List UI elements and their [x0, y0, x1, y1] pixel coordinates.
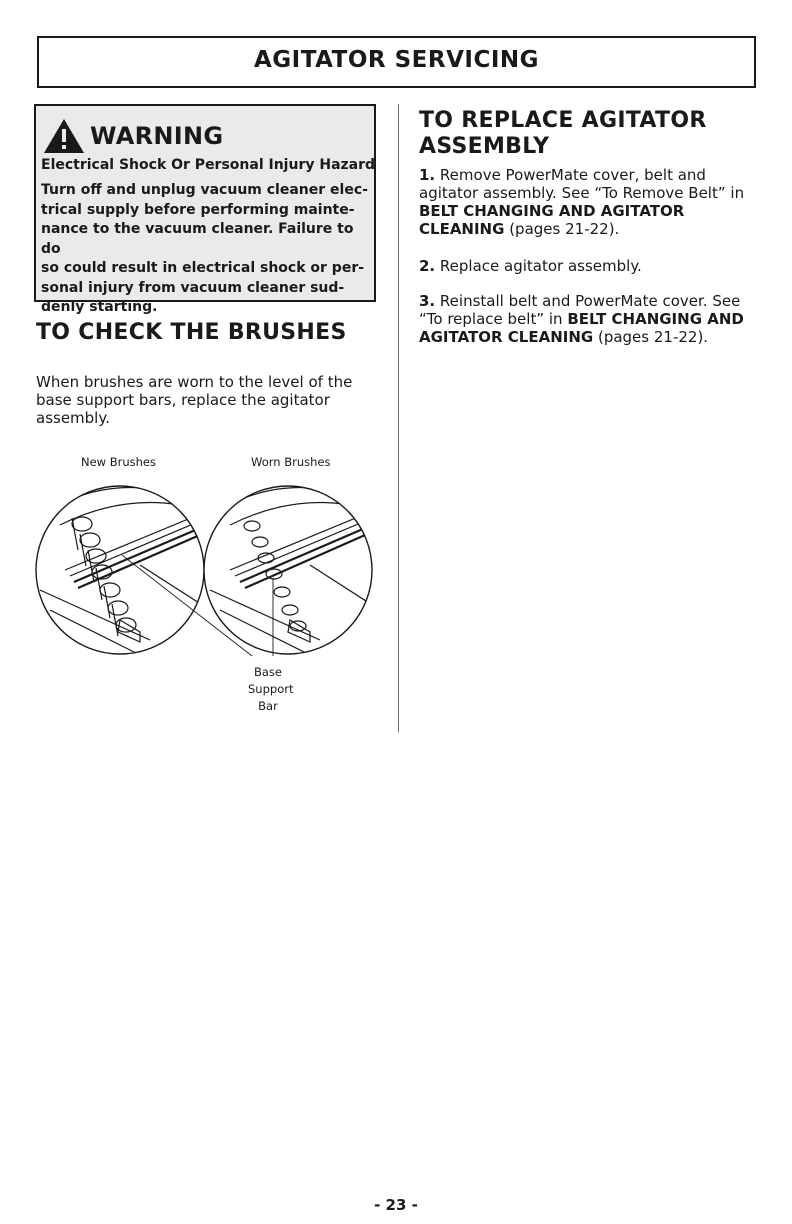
page-number: - 23 - [374, 1196, 418, 1214]
step-3-line1: Reinstall belt and PowerMate cover. See [439, 292, 741, 310]
warning-body [41, 181, 371, 318]
label-worn-brushes: Worn Brushes [251, 455, 331, 469]
replace-heading-line: ASSEMBLY [419, 134, 550, 159]
column-divider [398, 104, 399, 732]
base-label-line: Support [248, 682, 294, 696]
step-3-line2-bold: BELT CHANGING AND [567, 310, 744, 328]
step-1-bold: BELT CHANGING AND AGITATOR [419, 202, 685, 220]
check-brushes-heading: TO CHECK THE BRUSHES [36, 320, 347, 345]
page-title: AGITATOR SERVICING [253, 47, 540, 73]
new-brushes-drawing [36, 486, 216, 655]
check-brushes-text [36, 373, 352, 427]
warning-triangle-icon [42, 117, 86, 155]
step-1 [419, 166, 744, 238]
label-new-brushes: New Brushes [81, 455, 156, 469]
step-1-line2: agitator assembly. See “To Remove Belt” in [419, 184, 745, 202]
check-line: base support bars, replace the agitator [36, 391, 330, 409]
brush-comparison-illustration [30, 470, 390, 670]
warning-box [34, 104, 376, 315]
base-label-line: Base [253, 665, 282, 679]
step-1-bold2: CLEANING [419, 220, 505, 238]
step-3-bold2: AGITATOR CLEANING [419, 328, 594, 346]
base-label-line: Bar [258, 699, 278, 713]
label-base-support-bar [248, 664, 294, 715]
warning-title: WARNING [90, 122, 224, 150]
warning-line: Turn off and unplug vacuum cleaner elec- [41, 182, 368, 198]
warning-line: trical supply before performing mainte- [41, 201, 355, 218]
warning-line: so could result in electrical shock or per- [41, 260, 365, 276]
step-2-text: Replace agitator assembly. [439, 257, 642, 275]
check-line: When brushes are worn to the level of the [36, 373, 353, 391]
step-3 [419, 292, 744, 346]
worn-brushes-drawing [204, 486, 381, 655]
step-3-tail: (pages 21-22). [593, 328, 709, 346]
warning-hazard: Electrical Shock Or Personal Injury Hazard [41, 157, 376, 173]
step-1-line1: Remove PowerMate cover, belt and [439, 166, 706, 184]
step-2-number: 2. [419, 257, 436, 275]
check-line: assembly. [36, 409, 110, 427]
step-3-line2-plain: “To replace belt” in [419, 310, 568, 328]
step-1-tail: (pages 21-22). [504, 220, 620, 238]
warning-line: nance to the vacuum cleaner. Failure to do [41, 221, 354, 257]
replace-heading-line: TO REPLACE AGITATOR [419, 108, 707, 133]
page-header-box [37, 36, 756, 88]
warning-line: denly starting. [41, 299, 158, 315]
step-3-number: 3. [419, 292, 436, 310]
step-1-number: 1. [419, 166, 436, 184]
warning-heading-row [42, 116, 223, 156]
warning-line: sonal injury from vacuum cleaner sud- [41, 279, 345, 296]
step-2 [419, 257, 642, 275]
replace-agitator-heading [419, 108, 707, 160]
